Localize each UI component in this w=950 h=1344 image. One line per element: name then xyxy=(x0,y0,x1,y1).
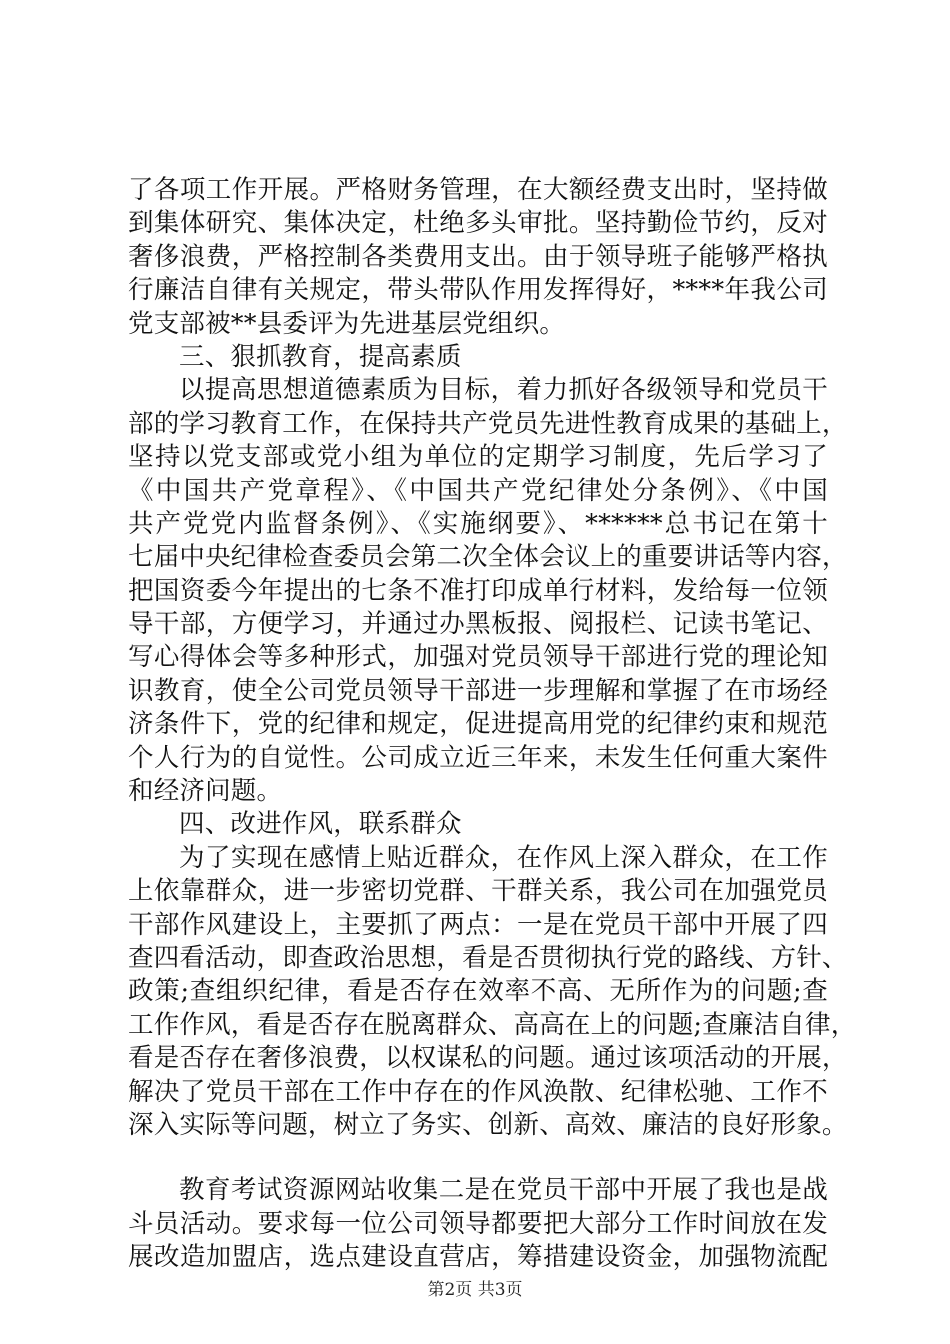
section-heading-3: 三、狠抓教育，提高素质 xyxy=(179,341,462,372)
paragraph-line: 解决了党员干部在工作中存在的作风涣散、纪律松驰、工作不 xyxy=(128,1076,828,1107)
document-body xyxy=(128,174,857,1275)
paragraph-line: 和经济问题。 xyxy=(128,776,283,807)
paragraph-line: 写心得体会等多种形式，加强对党员领导干部进行党的理论知 xyxy=(128,642,828,673)
paragraph-line: 济条件下，党的纪律和规定，促进提高用党的纪律约束和规范 xyxy=(128,709,828,740)
paragraph-line: 《中国共产党章程》、《中国共产党纪律处分条例》、《中国 xyxy=(128,475,828,506)
page-footer xyxy=(0,1275,950,1300)
paragraph-line: 部的学习教育工作，在保持共产党员先进性教育成果的基础上， xyxy=(128,408,848,439)
paragraph-gap xyxy=(128,1142,828,1174)
paragraph-line: 到集体研究、集体决定，杜绝多头审批。坚持勤俭节约，反对 xyxy=(128,208,828,239)
paragraph-line: 坚持以党支部或党小组为单位的定期学习制度，先后学习了 xyxy=(128,442,828,473)
paragraph-line: 为了实现在感情上贴近群众，在作风上深入群众，在工作 xyxy=(179,842,828,873)
paragraph-line: 看是否存在奢侈浪费，以权谋私的问题。通过该项活动的开展， xyxy=(128,1043,848,1074)
paragraph-line: 行廉洁自律有关规定，带头带队作用发挥得好，****年我公司 xyxy=(128,275,828,306)
paragraph-line: 了各项工作开展。严格财务管理，在大额经费支出时，坚持做 xyxy=(128,175,828,205)
paragraph-line: 把国资委今年提出的七条不准打印成单行材料，发给每一位领 xyxy=(128,575,828,606)
page-number-label: 第2页 共3页 xyxy=(427,1280,523,1300)
paragraph-line: 工作作风，看是否存在脱离群众、高高在上的问题;查廉洁自律， xyxy=(128,1009,857,1040)
paragraph-line: 七届中央纪律检查委员会第二次全体会议上的重要讲话等内容， xyxy=(128,542,848,573)
paragraph-line: 展改造加盟店，选点建设直营店，筹措建设资金，加强物流配 xyxy=(128,1242,828,1273)
paragraph-line: 导干部，方便学习，并通过办黑板报、阅报栏、记读书笔记、 xyxy=(128,609,828,640)
paragraph-line: 干部作风建设上，主要抓了两点：一是在党员干部中开展了四 xyxy=(128,909,828,940)
paragraph-line: 查四看活动，即查政治思想，看是否贯彻执行党的路线、方针、 xyxy=(128,942,848,973)
paragraph-line: 党支部被**县委评为先进基层党组织。 xyxy=(128,308,566,339)
paragraph-line: 深入实际等问题，树立了务实、创新、高效、廉洁的良好形象。 xyxy=(128,1109,848,1140)
paragraph-line: 奢侈浪费，严格控制各类费用支出。由于领导班子能够严格执 xyxy=(128,241,828,272)
paragraph-line: 教育考试资源网站收集二是在党员干部中开展了我也是战 xyxy=(179,1175,828,1206)
paragraph-line: 个人行为的自觉性。公司成立近三年来，未发生任何重大案件 xyxy=(128,742,828,773)
paragraph-line: 以提高思想道德素质为目标，着力抓好各级领导和党员干 xyxy=(179,375,828,406)
paragraph-line: 斗员活动。要求每一位公司领导都要把大部分工作时间放在发 xyxy=(128,1208,828,1239)
paragraph-line: 政策;查组织纪律，看是否存在效率不高、无所作为的问题;查 xyxy=(128,976,828,1007)
paragraph-line: 识教育，使全公司党员领导干部进一步理解和掌握了在市场经 xyxy=(128,675,828,706)
section-heading-4: 四、改进作风，联系群众 xyxy=(179,809,462,840)
paragraph-line: 上依靠群众，进一步密切党群、干群关系，我公司在加强党员 xyxy=(128,876,828,907)
paragraph-line: 共产党党内监督条例》、《实施纲要》、******总书记在第十 xyxy=(128,508,828,539)
